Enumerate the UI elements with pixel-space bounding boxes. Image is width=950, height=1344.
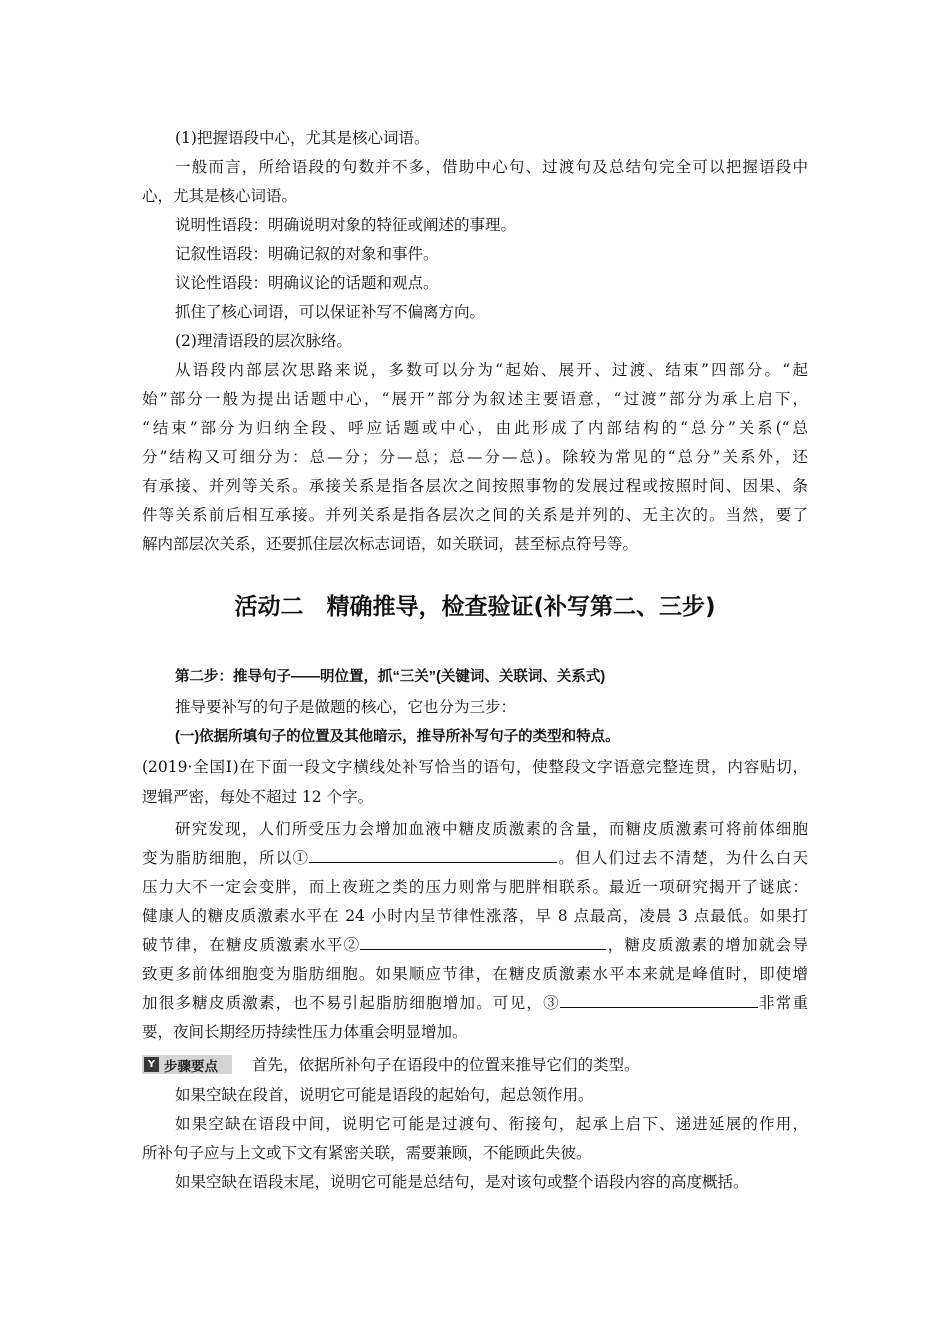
text-expository: 说明性语段：明确说明对象的特征或阐述的事理。	[175, 216, 517, 234]
text-narrative: 记叙性语段：明确记叙的对象和事件。	[175, 245, 439, 263]
heading-structure: (2)理清语段的层次脉络。	[175, 332, 352, 350]
passage-text: 加很多糖皮质激素，也不易引起脂肪细胞增加。可见，③	[142, 994, 560, 1012]
answer-blank-1[interactable]	[309, 847, 557, 863]
question-line: 逻辑严密，每处不超过 12 个字。	[142, 788, 374, 806]
question-line: (2019·全国Ⅰ)在下面一段文字横线处补写恰当的语句，使整段文字语意完整连贯，内容贴切，	[142, 758, 808, 776]
tip-middle-line: 如果空缺在语段中间，说明它可能是过渡句、衔接句，起承上启下、递进延展的作用，	[175, 1115, 808, 1133]
passage-line: 压力大不一定会变胖，而上夜班之类的压力则常与肥胖相联系。最近一项研究揭开了谜底：	[142, 878, 808, 896]
paragraph-line: 一般而言，所给语段的句数并不多，借助中心句、过渡句及总结句完全可以把握语段中	[175, 158, 808, 176]
badge-label: 步骤要点	[164, 1058, 218, 1075]
passage-text: 。但人们过去不清楚，为什么白天	[557, 849, 808, 867]
paragraph-line: 有承接、并列等关系。承接关系是指各层次之间按照事物的发展过程或按照时间、因果、条	[142, 477, 808, 495]
answer-blank-3[interactable]	[560, 992, 758, 1008]
passage-line-blank-3	[142, 992, 808, 1014]
passage-line: 研究发现，人们所受压力会增加血液中糖皮质激素的含量，而糖皮质激素可将前体细胞	[175, 820, 808, 838]
tip-middle-line: 所补句子应与上文或下文有紧密关联，需要兼顾，不能顾此失彼。	[142, 1144, 592, 1162]
activity-title: 活动二 精确推导，检查验证(补写第二、三步)	[234, 594, 716, 620]
step2-intro: 推导要补写的句子是做题的核心，它也分为三步：	[175, 698, 517, 716]
paragraph-line: 始”部分一般为提出话题中心，“展开”部分为叙述主要语意，“过渡”部分为承上启下，	[142, 390, 808, 408]
paragraph-line: 心，尤其是核心词语。	[142, 187, 298, 205]
paragraph-line: 分”结构又可细分为：总—分；分—总；总—分—总)。除较为常见的“总分”关系外，还	[142, 448, 808, 466]
passage-text: ，糖皮质激素的增加就会导	[606, 936, 808, 954]
paragraph-line: “结束”部分为归纳全段、呼应话题或中心，由此形成了内部结构的“总分”关系(“总	[142, 419, 808, 437]
tip-intro: 首先，依据所补句子在语段中的位置来推导它们的类型。	[252, 1056, 640, 1074]
passage-line: 致更多前体细胞变为脂肪细胞。如果顺应节律，在糖皮质激素水平本来就是峰值时，即使增	[142, 965, 808, 983]
answer-blank-2[interactable]	[360, 934, 606, 950]
step2-heading: 第二步：推导句子——明位置，抓“三关”(关键词、关联词、关系式)	[175, 669, 606, 685]
subheading-one: (一)依据所填句子的位置及其他暗示，推导所补写句子的类型和特点。	[175, 729, 620, 745]
heading-grasp-center: (1)把握语段中心，尤其是核心词语。	[175, 129, 430, 147]
tip-end: 如果空缺在语段末尾，说明它可能是总结句，是对该句或整个语段内容的高度概括。	[175, 1173, 749, 1191]
text-core-words: 抓住了核心词语，可以保证补写不偏离方向。	[175, 303, 486, 321]
passage-text: 破节律，在糖皮质激素水平②	[142, 936, 361, 954]
y-icon: Y	[144, 1057, 159, 1072]
paragraph-line: 解内部层次关系，还要抓住层次标志词语，如关联词，甚至标点符号等。	[142, 535, 639, 553]
passage-text: 变为脂肪细胞，所以①	[142, 849, 310, 867]
text-argumentative: 议论性语段：明确议论的话题和观点。	[175, 274, 439, 292]
step-key-points-badge	[142, 1055, 232, 1074]
passage-line: 健康人的糖皮质激素水平在 24 小时内呈节律性涨落，早 8 点最高，凌晨 3 点最低。如果打	[142, 907, 808, 925]
paragraph-line: 从语段内部层次思路来说，多数可以分为“起始、展开、过渡、结束”四部分。“起	[175, 361, 808, 379]
passage-line: 要，夜间长期经历持续性压力体重会明显增加。	[142, 1023, 468, 1041]
passage-line-blank-1	[142, 847, 808, 869]
passage-line-blank-2	[142, 934, 808, 956]
passage-text: 非常重	[757, 994, 808, 1012]
paragraph-line: 件等关系前后相互承接。并列关系是指各层次之间的关系是并列的、无主次的。当然，要了	[142, 506, 808, 524]
tip-start: 如果空缺在段首，说明它可能是语段的起始句，起总领作用。	[175, 1086, 594, 1104]
